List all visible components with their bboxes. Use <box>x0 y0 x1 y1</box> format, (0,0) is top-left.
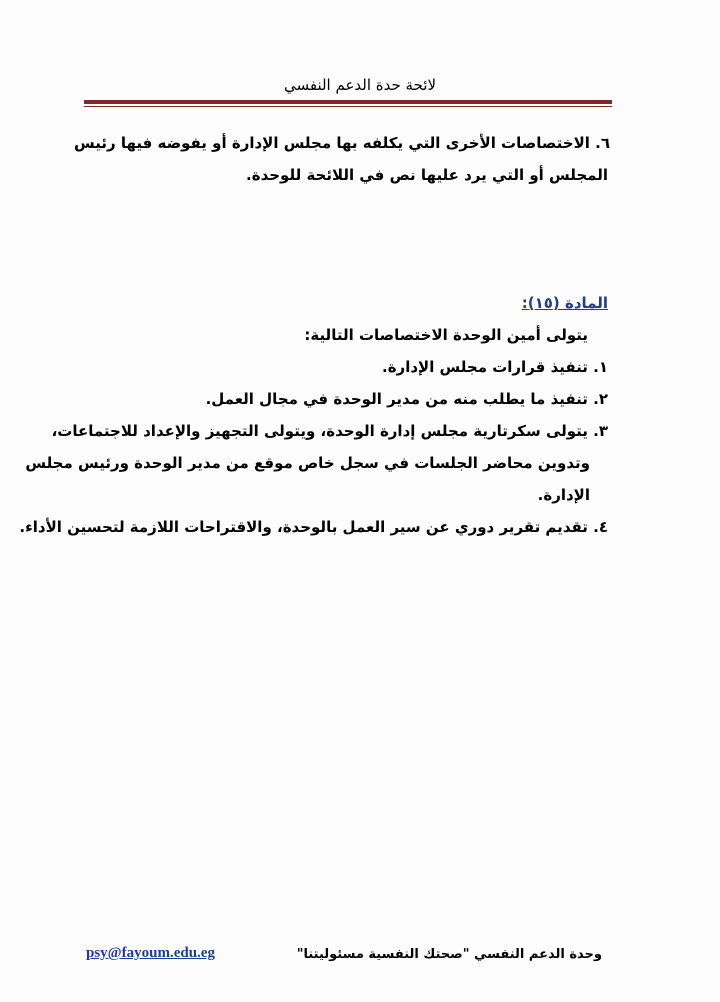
article-intro: يتولى أمين الوحدة الاختصاصات التالية: <box>304 326 588 344</box>
footer-unit-slogan: وحدة الدعم النفسي "صحتك النفسية مسئوليتنا" <box>296 947 602 962</box>
item-6-line-1: ٦. الاختصاصات الأخرى التي يكلفه بها مجلس الإدارة أو يفوضه فيها رئيس <box>74 134 610 152</box>
article-item-1: ١. تنفيذ قرارات مجلس الإدارة. <box>382 358 608 376</box>
article-item-3-line-3: الإدارة. <box>537 486 590 504</box>
article-item-3-line-2: وتدوين محاضر الجلسات في سجل خاص موقع من مدير الوحدة ورئيس مجلس <box>25 454 590 472</box>
header-divider-thin <box>84 106 612 107</box>
item-6-line-2: المجلس أو التي يرد عليها نص في اللائحة للوحدة. <box>246 166 608 184</box>
article-item-4: ٤. تقديم تقرير دوري عن سير العمل بالوحدة، والاقتراحات اللازمة لتحسين الأداء. <box>19 518 608 536</box>
page-header-title: لائحة حدة الدعم النفسي <box>283 76 437 94</box>
article-item-3-line-1: ٣. يتولى سكرتارية مجلس إدارة الوحدة، ويتولى التجهيز والإعداد للاجتماعات، <box>51 422 608 440</box>
header-divider-thick <box>84 100 612 104</box>
footer-email-link[interactable]: psy@fayoum.edu.eg <box>86 945 215 961</box>
article-item-2: ٢. تنفيذ ما يطلب منه من مدير الوحدة في مجال العمل. <box>205 390 608 408</box>
article-15-title: المادة (١٥): <box>521 294 608 312</box>
